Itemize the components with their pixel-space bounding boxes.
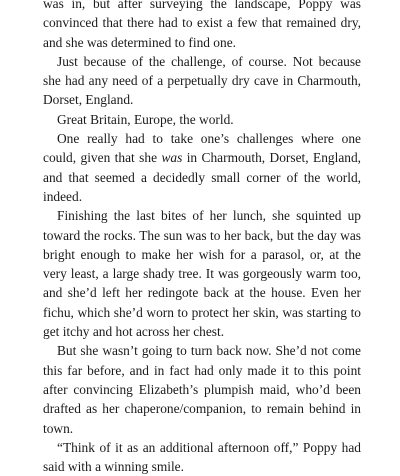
paragraph-text: But she wasn’t going to turn back now. She’d not come this far before, and in fact had only made it to this point after convincing Elizabeth’s plumpish maid, who’d been drafted as her chaperone/companion, to remain behind in town. xyxy=(43,343,361,436)
paragraph-3 xyxy=(43,110,361,129)
paragraph-5 xyxy=(43,206,361,341)
paragraph-text-continued: in Charmouth, Dorset, England, and that seemed a decidedly small corner of the world, indeed. xyxy=(43,150,361,204)
paragraph-text: was in, but after surveying the landscape, Poppy was convinced that there had to exist a few that remained dry, and she was determined to find one. xyxy=(43,0,361,50)
paragraph-text: One really had to take one’s challenges where one could, given that she xyxy=(43,131,361,166)
paragraph-text: Just because of the challenge, of course. Not because she had any need of a perpetually dry cave in Charmouth, Dorset, England. xyxy=(43,53,361,108)
paragraph-2 xyxy=(43,52,361,110)
book-page xyxy=(43,0,361,476)
paragraph-1 xyxy=(43,0,361,52)
paragraph-text: Finishing the last bites of her lunch, she squinted up toward the rocks. The sun was to her back, but the day was bright enough to make her wish for a parasol, or, at the very least, a large shady tree. It was gorgeously warm too, and she’d left her redingote back at the house. Even her fichu, which she’d worn to protect her skin, was starting to get itchy and hot across her chest. xyxy=(43,208,361,340)
paragraph-7 xyxy=(43,438,361,476)
paragraph-text: “Think of it as an additional afternoon off,” Poppy had said with a winning smile. xyxy=(43,439,361,475)
paragraph-text: Great Britain, Europe, the world. xyxy=(57,111,234,127)
paragraph-4 xyxy=(43,129,361,206)
paragraph-6 xyxy=(43,341,361,437)
emphasis-text: was xyxy=(161,150,183,166)
